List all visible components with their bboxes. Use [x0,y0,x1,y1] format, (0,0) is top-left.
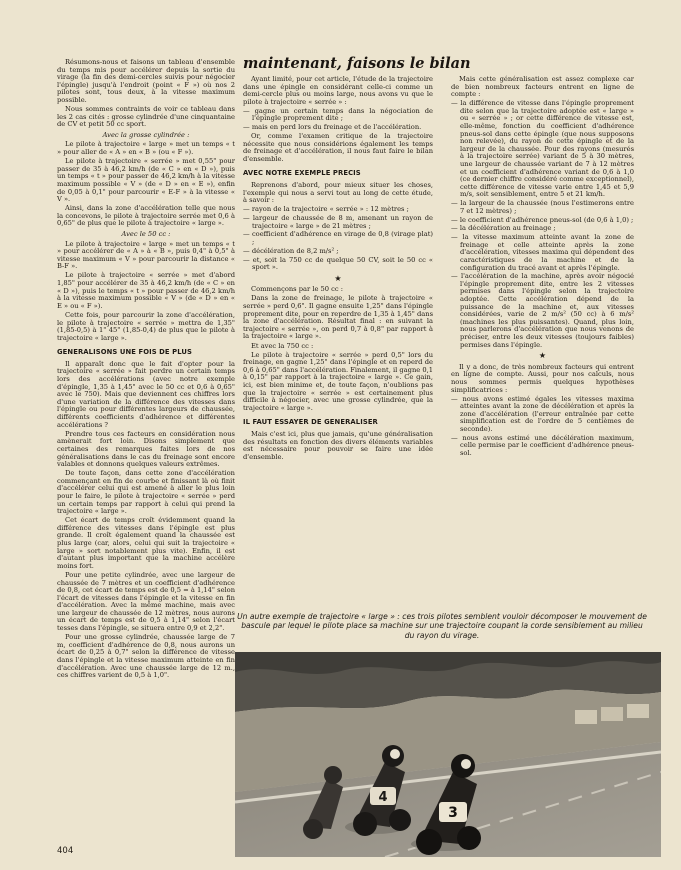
paragraph: Le pilote à trajectoire « serrée » met d'abord 1,85" pour accélérer de 35 à 46,2 km/h (de « C » en « D »), puis le temps « t » pour passer de 46,2 km/h à la vitesse maximum possible « V » (de « D » en « E » ou « F »). [57,271,238,310]
paragraph: Cette fois, pour parcourir la zone d'accélération, le pilote à trajectoire « serrée » mettra de 1,35" (1,85-0,5) à 1" 45" (1,85-0,4) de plus que le pilote à trajectoire « large ». [57,310,238,342]
subheading: Avec le 50 cc : [121,229,171,238]
paragraph: Ainsi, dans la zone d'accélération telle que nous la concevons, le pilote à trajectoire serrée met 0,6 à 0,65" de plus que le pilote à trajectoire « large ». [57,204,238,228]
star-separator: ★ [538,351,547,361]
list-item: — le coefficient d'adhérence pneus-sol (de 0,6 à 1,0) ; [451,217,634,225]
paragraph: Ayant limité, pour cet article, l'étude de la trajectoire dans une épingle en considérant celle-ci comme un demi-cercle plus ou moins large, nous avons vu que le pilote à trajectoire « serrée » : [243,75,436,106]
paragraph: Reprenons d'abord, pour mieux situer les choses, l'exemple qui nous a servi tout au long de cette étude, à savoir : [243,181,436,205]
paragraph: Et avec la 750 cc : [251,341,314,350]
section-heading: GENERALISONS UNE FOIS DE PLUS [57,348,192,357]
section-heading: AVEC NOTRE EXEMPLE PRECIS [243,169,361,178]
star-separator: ★ [334,273,342,283]
paragraph: Il apparaît donc que le fait d'opter pour la trajectoire « serrée » fait perdre un certain temps lors des accélérations (avec notre exemple d'épingle, 1,35 à 1,45" avec le 50 cc et 0,6 à 0,65" avec le 750). Mais que deviennent ces chiffres lors d'une variation de la différence des vitesses dans l'épingle ou pour différentes largeurs de chaussée, différents coefficients d'adhérence et différentes accélérations ? [57,359,238,429]
list-item: — la largeur de la chaussée (nous l'estimerons entre 7 et 12 mètres) ; [451,200,634,215]
race-number: 4 [378,790,388,805]
paragraph: Mais c'est ici, plus que jamais, qu'une généralisation des résultats en fonction des divers éléments variables est nécessaire pour pouvoir se faire une idée d'ensemble. [243,429,436,461]
list-item: — l'accélération de la machine, après avoir négocié l'épingle proprement dite, entre les 2 vitesses permises dans l'épingle selon la trajectoire adoptée. Cette accélération dépend de la puissance de la machine et, aux vitesses considérées, varie de 2 m/s² (50 cc) à 6 m/s² (machines les plus puissantes). Quand, plus loin, nous parlerons d'accélération que nous venons de préciser, entre les deux vitesses (toujours faibles) permises dans l'épingle. [451,273,634,349]
list-item: — décélération de 8,2 m/s² ; [243,248,433,256]
paragraph: Dans la zone de freinage, le pilote à trajectoire « serrée » perd 0,6". Il gagne ensuite 1,25" dans l'épingle proprement dite, pour en reperdre de 1,35 à 1,45" dans la zone d'accélération. Résultat final : en suivant la trajectoire « serrée », on perd 0,7 à 0,8" par rapport à la trajectoire « large ». [243,294,436,341]
column-right [451,75,637,459]
list-item: — et, soit la 750 cc de quelque 50 CV, soit le 50 cc « sport ». [243,257,433,272]
paragraph: Pour une petite cylindrée, avec une largeur de chaussée de 7 mètres et un coefficient d'adhérence de 0,8, cet écart de temps est de 0,5 = à 1,14" selon l'écart de vitesses dans l'épingle et la vitesse en fin d'accélération. Avec la même machine, mais avec une largeur de chaussée de 12 mètres, nous aurons un écart de temps est de 0,5 à 1,14" selon l'écart tesses dans l'épingle, se situera entre 0,9 et 2,2". [57,570,238,633]
paragraph: Le pilote à trajectoire « large » met un temps « t » pour aller de « A » en « B » (ou « F »). [57,140,238,157]
column-middle [243,75,436,463]
list-item: — nous avons estimé une décélération maximum, celle permise par le coefficient d'adhérence pneus-sol. [451,435,634,458]
subheading: Avec la grosse cylindrée : [102,130,190,139]
race-number: 3 [448,805,458,821]
paragraph: Prendre tous ces facteurs en considération nous amènerait fort loin. Disons simplement que certaines des remarques faites lors de nos généralisations dans le cas du freinage sont encore valables et donnons quelques valeurs extrêmes. [57,429,238,469]
paragraph: Le pilote à trajectoire « large » met un temps « t » pour accélérer de « A » à « B », puis 0,4" à 0,5" à vitesse maximum « V » pour parcourir la distance « B-F ». [57,239,238,271]
list-item: — la décélération au freinage ; [451,225,634,233]
list-item: — rayon de la trajectoire « serrée » : 12 mètres ; [243,206,433,214]
racing-photo [235,652,661,857]
paragraph: Cet écart de temps croît évidemment quand la différence des vitesses dans l'épingle est plus grande. Il croît également quand la chaussée est plus large (car, alors, celui qui suit la trajectoire « large » sort notablement plus vite). Enfin, il est d'autant plus important que la machine accélère moins fort. [57,516,238,570]
paragraph: Nous sommes contraints de voir ce tableau dans les 2 cas cités : grosse cylindrée d'une cinquantaine de CV et petit 50 cc sport. [57,105,238,129]
bullet-list [451,394,637,458]
list-item: — nous avons estimé égales les vitesses maxima atteintes avant la zone de décélération et après la zone d'accélération (l'erreur entraînée par cette simplification est de l'ordre de 5 centièmes de seconde). [451,396,634,434]
paragraph: Pour une grosse cylindrée, chaussée large de 7 m, coefficient d'adhérence de 0,8, nous aurons un écart de 0,25 à 0,7" selon la différence de vitesse dans l'épingle et la vitesse maximum atteinte en fin d'accélération. Avec une chaussée large de 12 m., ces chiffres varient de 0,5 à 1,0". [57,633,235,680]
paragraph: De toute façon, dans cette zone d'accélération commençant en fin de courbe et finissant là où finit d'accélérer celui qui est amené à aller le plus loin pour le faire, le pilote à trajectoire « serrée » perd un certain temps par rapport à celui qui prend la trajectoire « large ». [57,469,238,516]
bullet-list [243,205,436,272]
list-item: — largeur de chaussée de 8 m, amenant un rayon de trajectoire « large » de 21 mètres ; [243,215,433,230]
list-item: — la différence de vitesse dans l'épingle proprement dite selon que la trajectoire adoptée est « large » ou « serrée » ; or cette différence de vitesse est, elle-même, fonction du coefficient d'adhérence pneus-sol dans cette épingle (que nous supposons non relevée), du rayon de cette épingle et de la largeur de la chaussée. Pour des rayons (mesurés à la trajectoire serrée) variant de 5 à 30 mètres, une largeur de chaussée variant de 7 à 12 mètres et un coefficient d'adhérence variant de 0,6 à 1,0 (ce dernier chiffre considéré comme exceptionnel), cette différence de vitesse varie entre 1,45 et 5,9 m/s, soit sensiblement, entre 5 et 21 km/h. [451,100,634,199]
list-item: — mais en perd lors du freinage et de l'accélération. [243,124,433,132]
list-item: — gagne un certain temps dans la négociation de l'épingle proprement dite ; [243,108,433,123]
paragraph: Résumons-nous et faisons un tableau d'ensemble du temps mis pour accélérer depuis la sortie du virage (la fin des demi-cercles suivis pour négocier l'épingle) jusqu'à l'endroit (point « F ») où nos 2 pilotes sont, tous deux, à la vitesse maximum possible. [57,58,238,104]
list-item: — coefficient d'adhérence en virage de 0,8 (virage plat) ; [243,231,433,246]
paragraph: Commençons par le 50 cc : [251,285,344,294]
section-heading: IL FAUT ESSAYER DE GENERALISER [243,418,378,427]
column-left [57,58,238,681]
paragraph: Il y a donc, de très nombreux facteurs qui entrent en ligne de compte. Aussi, pour nos calculs, nous nous sommes permis quelques hypothèses simplificatrices : [451,362,637,394]
photo-caption: Un autre exemple de trajectoire « large » : ces trois pilotes semblent vouloir décomposer le mouvement de bascule par lequel le pilote place sa machine sur une trajectoire coupant la corde sensiblement au milieu du rayon du virage. [237,612,647,640]
paragraph: Or, comme l'examen critique de la trajectoire nécessite que nous considérions également les temps de freinage et d'accélération, il nous faut faire le bilan d'ensemble. [243,132,436,163]
bullet-list [451,99,637,349]
paragraph: Le pilote à trajectoire « serrée » perd 0,5" lors du freinage, en gagne 1,25" dans l'épingle et en reperd de 0,6 à 0,65" dans l'accélération. Finalement, il gagne 0,1 à 0,15" par rapport à la trajectoire « large ». Ce gain, ici, est bien minime et, de toute façon, n'oublions pas que la trajectoire « serrée » est certainement plus difficile à négocier, avec une grosse cylindrée, que la trajectoire « large ». [243,350,436,412]
article-title: maintenant, faisons le bilan [243,55,471,72]
paragraph: Mais cette généralisation est assez complexe car de bien nombreux facteurs entrent en ligne de compte : [451,75,637,99]
paragraph: Le pilote à trajectoire « serrée » met 0,55" pour passer de 35 à 46,2 km/h (de « C » en « D »), puis un temps « t » pour passer de 46,2 km/h à la vitesse maximum possible « V » (de « D » en « E »), enfin de 0,05 à 0,1" pour parcourir « E-F » à la vitesse « V ». [57,157,238,204]
page-number: 404 [57,846,74,856]
bullet-list [243,106,436,132]
list-item: — la vitesse maximum atteinte avant la zone de freinage et celle atteinte après la zone d'accélération, vitesses maxima qui dépendent des caractéristiques de la machine et de la configuration du tracé avant et après l'épingle. [451,234,634,272]
